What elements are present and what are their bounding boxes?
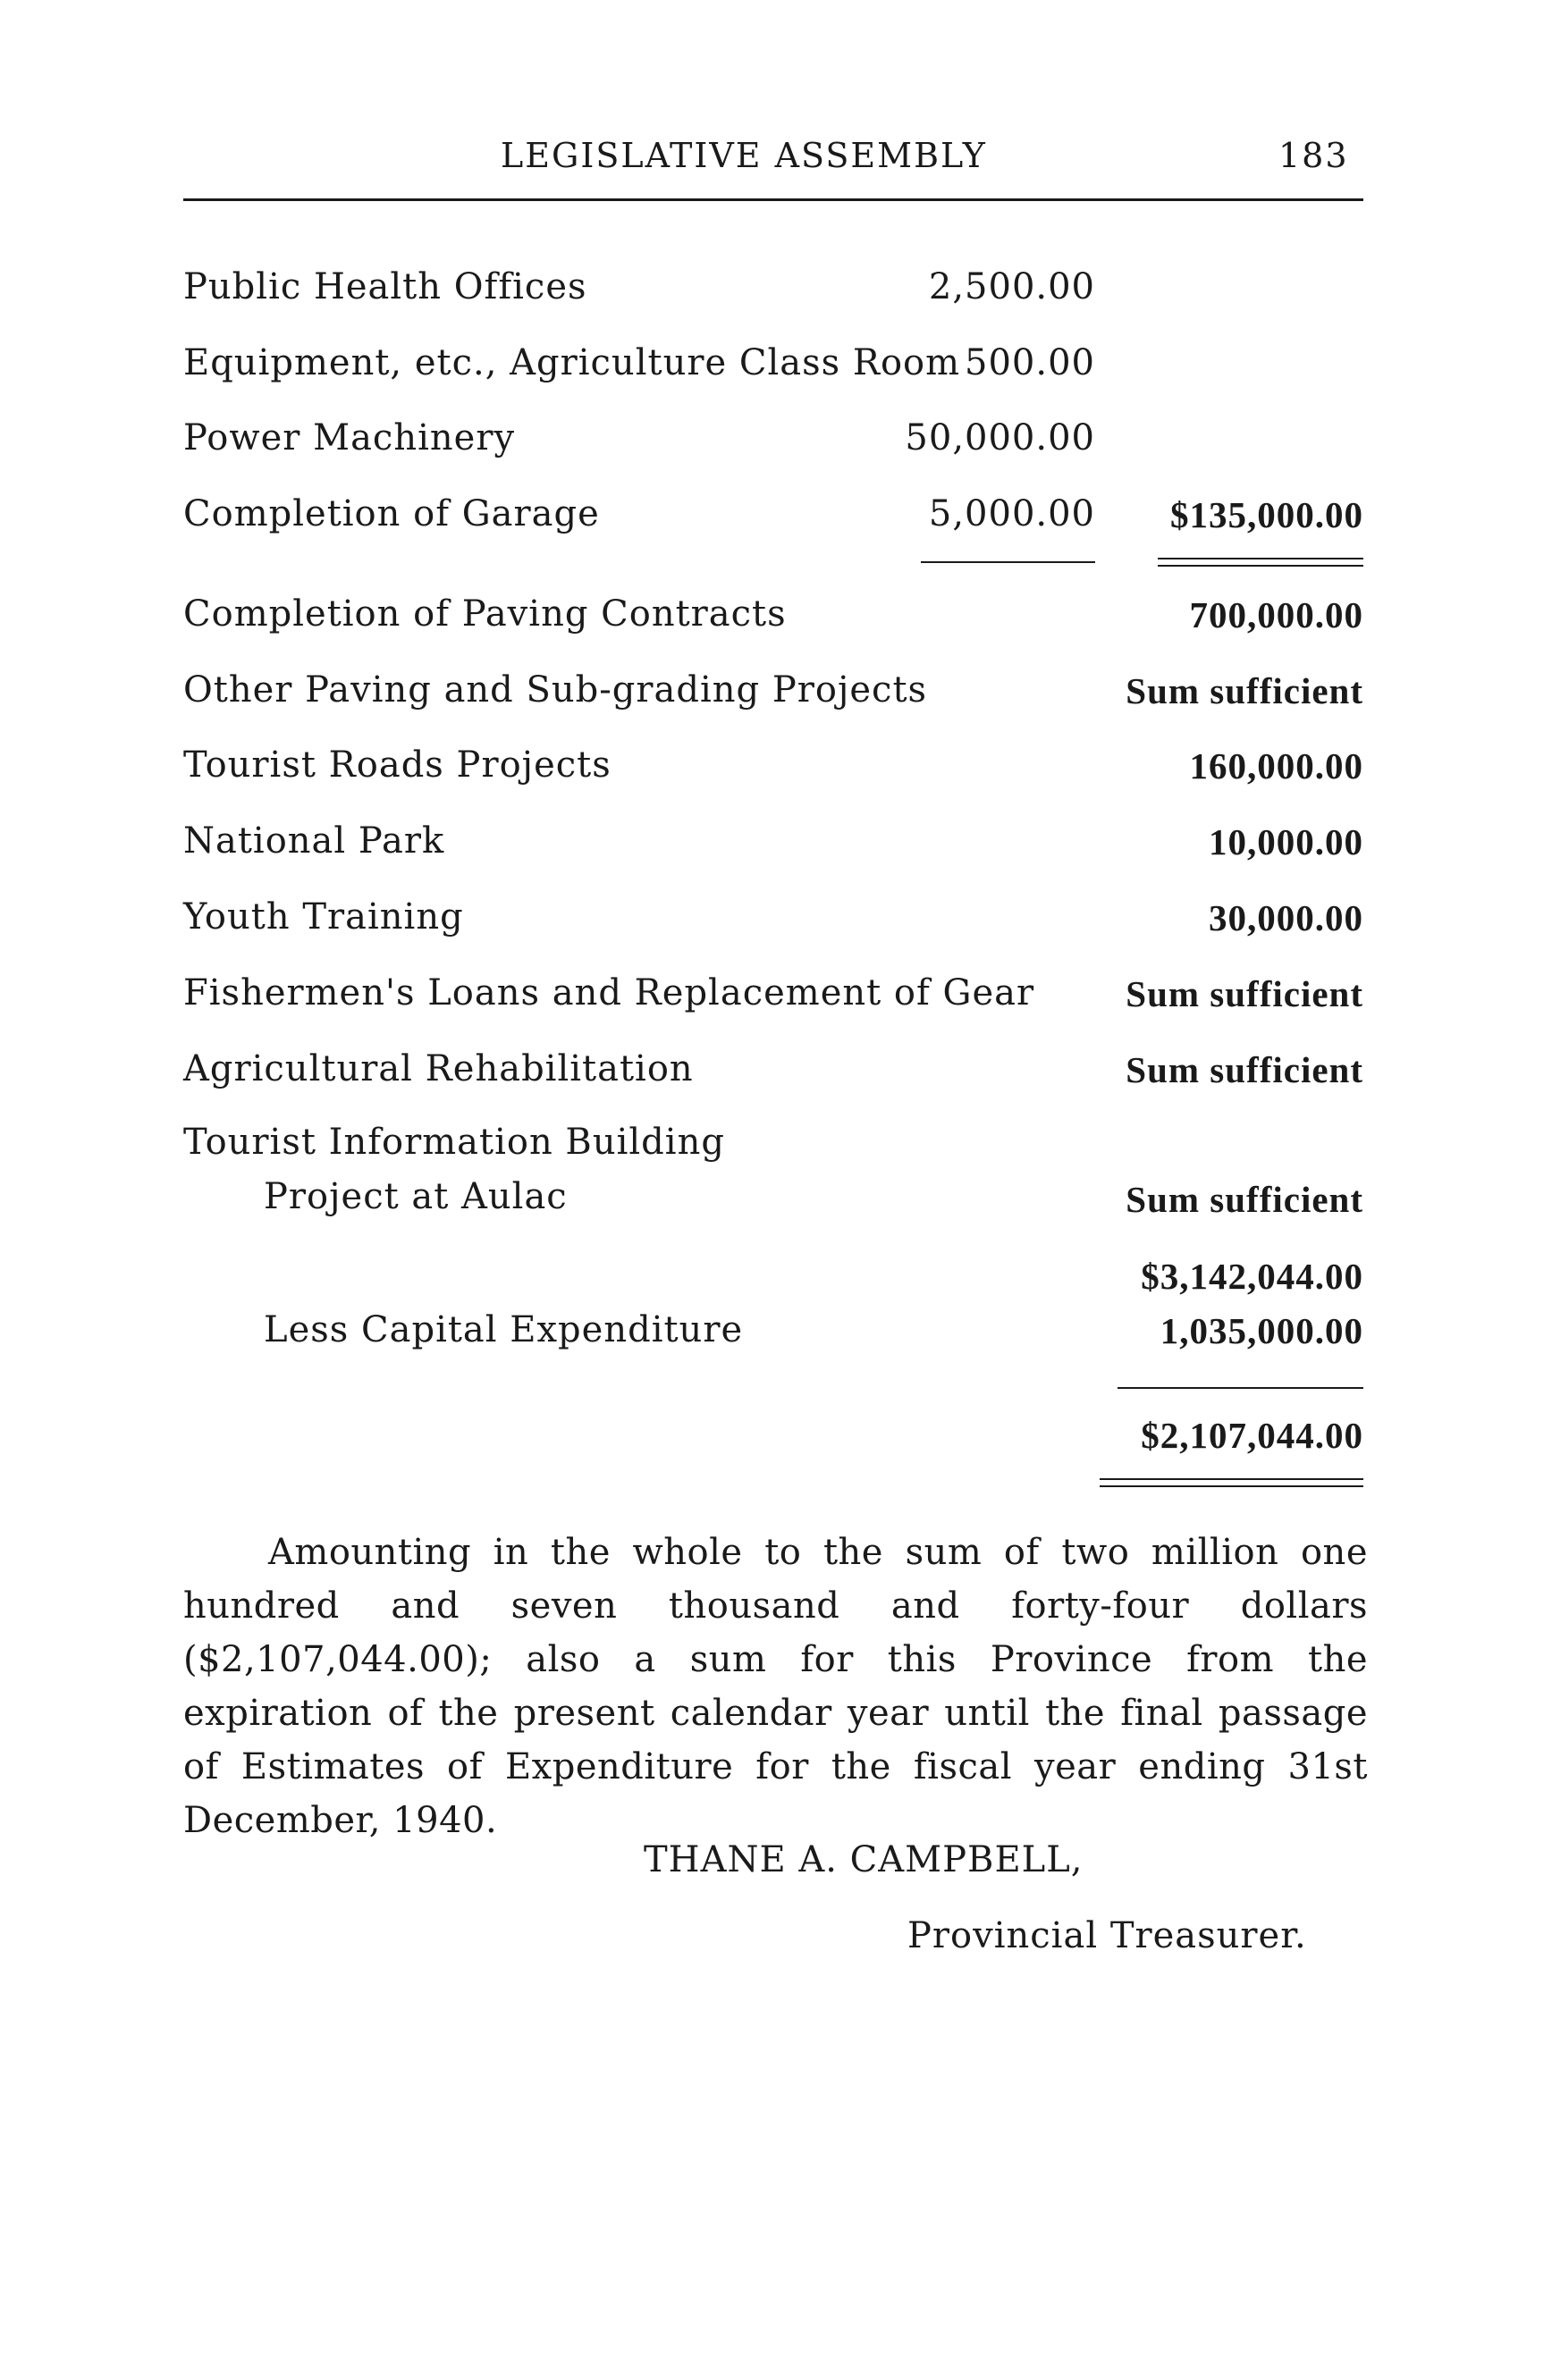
net-double-rule-bottom — [1100, 1485, 1363, 1487]
item-label: Completion of Garage — [183, 493, 600, 534]
item-amount: 2,500.00 — [928, 266, 1095, 307]
item-label: Agricultural Rehabilitation — [183, 1048, 694, 1089]
item-label: Public Health Offices — [183, 266, 587, 307]
item-label: Equipment, etc., Agriculture Class Room — [183, 342, 961, 383]
item-label: Other Paving and Sub-grading Projects — [183, 669, 928, 711]
signatory-name: THANE A. CAMPBELL, — [644, 1839, 1084, 1880]
total-double-rule-top — [1158, 558, 1363, 559]
less-label: Less Capital Expenditure — [264, 1309, 744, 1350]
signatory-title: Provincial Treasurer. — [907, 1915, 1307, 1956]
net-total: $2,107,044.00 — [1141, 1415, 1363, 1456]
item-amount: 160,000.00 — [1189, 745, 1363, 786]
item-amount: Sum sufficient — [1126, 1049, 1363, 1090]
item-amount: 500.00 — [965, 342, 1095, 383]
running-header-title: LEGISLATIVE ASSEMBLY — [501, 136, 987, 175]
item-amount: Sum sufficient — [1126, 973, 1363, 1014]
item-amount: Sum sufficient — [1126, 670, 1363, 711]
net-rule — [1118, 1387, 1363, 1389]
item-amount: 30,000.00 — [1209, 897, 1363, 938]
item-amount: 5,000.00 — [928, 493, 1095, 534]
item-amount: 50,000.00 — [905, 417, 1095, 458]
subtotal-rule — [921, 561, 1095, 563]
item-amount: Sum sufficient — [1126, 1179, 1363, 1220]
less-amount: 1,035,000.00 — [1160, 1310, 1363, 1351]
group-total: $135,000.00 — [1170, 494, 1363, 535]
total-double-rule-bottom — [1158, 565, 1363, 567]
item-label: Power Machinery — [183, 417, 516, 458]
closing-paragraph-text: Amounting in the whole to the sum of two million one hundred and seven thousand and forty-four dollars ($2,107,044.00); also a sum for this Province from the expiration of the present calendar year until the final passage of Estimates of Expenditure for the fiscal year ending 31st December, 1940. — [183, 1532, 1368, 1841]
item-label: Tourist Roads Projects — [183, 744, 612, 786]
item-label: Completion of Paving Contracts — [183, 593, 787, 635]
item-amount: 10,000.00 — [1209, 821, 1363, 862]
item-label: Tourist Information Building — [183, 1122, 725, 1163]
item-amount: 700,000.00 — [1189, 594, 1363, 635]
gross-total: $3,142,044.00 — [1141, 1256, 1363, 1297]
net-double-rule-top — [1100, 1478, 1363, 1480]
page-number: 183 — [1278, 136, 1349, 175]
header-rule — [183, 198, 1363, 201]
closing-paragraph — [183, 1526, 1368, 1847]
item-label: National Park — [183, 820, 445, 862]
item-label-continuation: Project at Aulac — [264, 1176, 568, 1217]
item-label: Youth Training — [183, 896, 464, 938]
item-label: Fishermen's Loans and Replacement of Gear — [183, 972, 1035, 1013]
